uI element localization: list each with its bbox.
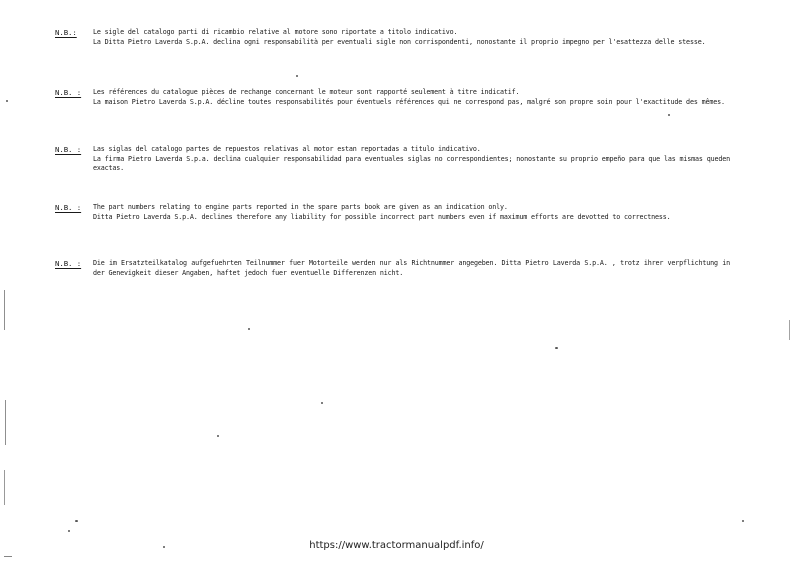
note-italian (55, 28, 730, 47)
scan-edge-mark (789, 320, 790, 340)
note-body (93, 145, 730, 174)
note-spanish (55, 145, 730, 174)
scan-speck (296, 75, 298, 77)
note-body (93, 203, 730, 222)
note-body (93, 259, 730, 278)
note-line: La firma Pietro Laverda S.p.a. declina cualquier responsabilidad para eventuales siglas no correspondientes; nonostante su proprio empeño para que las mismas queden exactas. (93, 154, 730, 173)
scan-speck (555, 347, 558, 349)
note-german (55, 259, 730, 278)
scan-edge-mark (4, 470, 5, 505)
note-line: Ditta Pietro Laverda S.p.A. declines therefore any liability for possible incorrect part numbers even if maximum efforts are devotted to correctness. (93, 212, 671, 221)
note-english (55, 203, 730, 222)
scan-speck (321, 402, 323, 404)
note-french (55, 88, 730, 107)
scan-speck (668, 114, 670, 116)
scan-speck (742, 520, 744, 522)
scan-speck (6, 100, 8, 102)
scan-speck (248, 328, 250, 330)
note-label: N.B. : (55, 203, 82, 212)
note-label: N.B. : (55, 259, 82, 268)
scan-speck (68, 530, 70, 532)
note-line: Die im Ersatzteilkatalog aufgefuehrten Teilnummer fuer Motorteile werden nur als Richtnummer angegeben. Ditta Pietro Laverda S.p.A. , trotz ihrer verpflichtung in der Genevigkeit dieser Angaben, haftet jedoch fuer eventuelle Differenzen nicht. (93, 259, 730, 277)
footer-url: https://www.tractormanualpdf.info/ (309, 540, 484, 551)
scan-speck (217, 435, 219, 437)
note-body (93, 28, 730, 47)
note-label: N.B. : (55, 88, 82, 97)
scan-speck (75, 520, 78, 522)
note-line: Les références du catalogue pièces de rechange concernant le moteur sont rapporté seulement à titre indicatif. (93, 88, 520, 96)
scan-edge-mark (4, 556, 12, 557)
note-label: N.B. : (55, 145, 82, 154)
note-line: Las siglas del catalogo partes de repuestos relativas al motor estan reportadas a titulo indicativo. (93, 145, 481, 153)
scan-edge-mark (4, 290, 5, 330)
note-line: La maison Pietro Laverda S.p.A. décline toutes responsabilités pour éventuels références qui ne correspond pas, malgré son propre soin pour l'exactitude des mêmes. (93, 97, 725, 106)
note-line: La Ditta Pietro Laverda S.p.A. declina ogni responsabilità per eventuali sigle non corrispondenti, nonostante il proprio impegno per l'esattezza delle stesse. (93, 37, 706, 46)
note-body (93, 88, 730, 107)
note-line: Le sigle del catalogo parti di ricambio relative al motore sono riportate a titolo indicativo. (93, 28, 458, 36)
scan-edge-mark (5, 400, 6, 445)
note-label: N.B.: (55, 28, 77, 37)
note-line: The part numbers relating to engine parts reported in the spare parts book are given as an indication only. (93, 203, 508, 211)
